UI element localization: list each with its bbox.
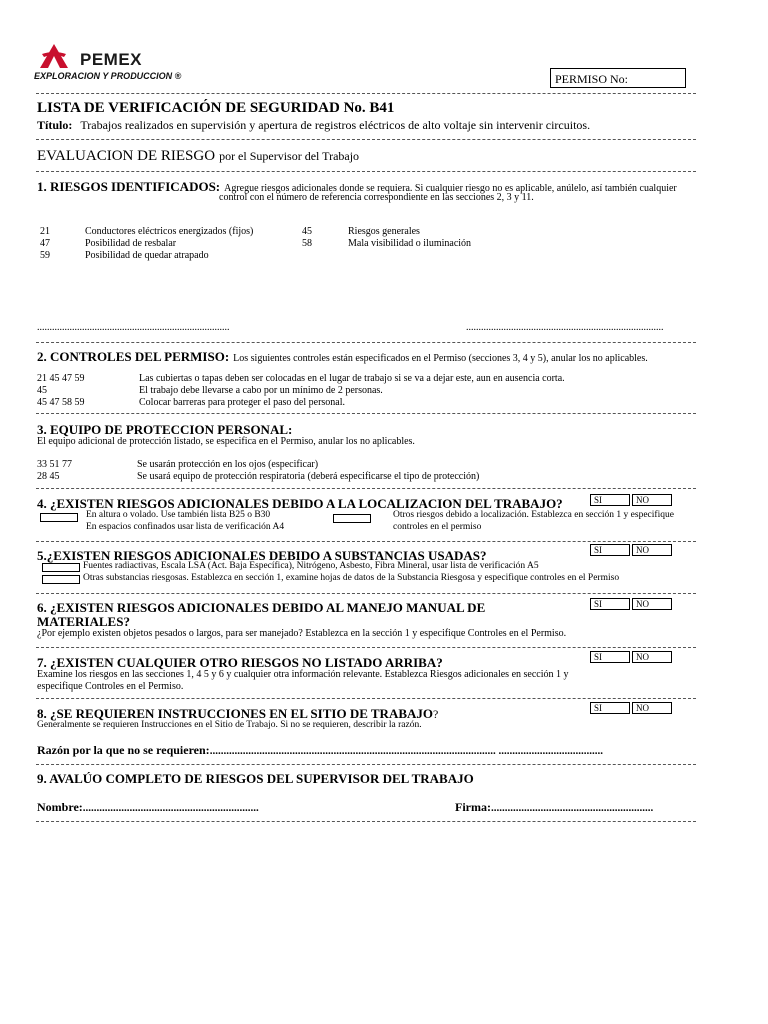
reason-row [37, 743, 603, 758]
divider [36, 488, 696, 489]
list-item: 45 Riesgos generales [302, 226, 420, 237]
signature-row [455, 800, 653, 815]
section5-option2-checkbox[interactable] [42, 575, 80, 584]
signature-label: Firma: [455, 800, 491, 814]
yes-checkbox[interactable]: SI [590, 598, 630, 610]
section8-heading: 8. ¿SE REQUIEREN INSTRUCCIONES EN EL SITIO DE TRABAJO [37, 706, 434, 721]
section2-heading: 2. CONTROLES DEL PERMISO: [37, 349, 230, 364]
yes-checkbox[interactable]: SI [590, 651, 630, 663]
section4-option1-text: En altura o volado. Use también lista B25 o B30 [86, 510, 271, 520]
section4-option2-checkbox[interactable] [333, 514, 371, 523]
section6-desc: ¿Por ejemplo existen objetos pesados o largos, para ser manejado? Establezca en la sección 1 y especifique Controles en el Permiso. [37, 628, 567, 639]
name-line[interactable]: ................................................................ [82, 802, 259, 814]
list-item: 21 45 47 59 Las cubiertas o tapas deben ser colocadas en el lugar de trabajo si se va a dejar este, aun en ausencia corta. [37, 373, 565, 384]
list-item: 58 Mala visibilidad o iluminación [302, 238, 472, 249]
section1-desc-2: control con el número de referencia correspondiente en las secciones 2, 3 y 11. [219, 192, 534, 203]
list-item: 59 Posibilidad de quedar atrapado [40, 250, 209, 261]
title-text: Trabajos realizados en supervisión y apertura de registros eléctricos de alto voltaje sin intervenir circuitos. [80, 118, 591, 132]
divider [36, 821, 696, 822]
divider [36, 139, 696, 140]
signature-line[interactable]: ........................................................... [490, 802, 654, 814]
section7-yes-no [590, 651, 672, 663]
section5-yes-no [590, 544, 672, 556]
section2-desc: Los siguientes controles están especificados en el Permiso (secciones 3, 4 y 5), anular los no aplicables. [233, 353, 648, 364]
divider [36, 413, 696, 414]
logo-subtitle: EXPLORACION Y PRODUCCION ® [34, 71, 182, 81]
section8-yes-no [590, 702, 672, 714]
reason-label: Razón por la que no se requieren: [37, 743, 210, 757]
divider [36, 593, 696, 594]
yes-checkbox[interactable]: SI [590, 702, 630, 714]
no-checkbox[interactable]: NO [632, 544, 672, 556]
section4-option1-text-2: En espacios confinados usar lista de verificación A4 [86, 522, 285, 532]
section1-right-list [302, 226, 471, 250]
section6-heading: 6. ¿EXISTEN RIESGOS ADICIONALES DEBIDO AL MANEJO MANUAL DE [37, 600, 486, 615]
section5-option2-text: Otras substancias riesgosas. Establezca en sección 1, examine hojas de datos de la Substancia Riesgosa y especifique controles en el Permiso [83, 573, 620, 583]
section5-option1-text: Fuentes radiactivas, Escala LSA (Act. Baja Específica), Nitrógeno, Asbesto, Fibra Mineral, usar lista de verificación A5 [83, 561, 539, 571]
name-row [37, 800, 259, 815]
evaluation-sub: por el Supervisor del Trabajo [219, 149, 360, 163]
no-checkbox[interactable]: NO [632, 651, 672, 663]
title-label: Título: [37, 118, 73, 132]
list-item: 47 Posibilidad de resbalar [40, 238, 177, 249]
yes-checkbox[interactable]: SI [590, 544, 630, 556]
section2-list [37, 373, 565, 409]
section4-option2-text: Otros riesgos debido a localización. Establezca en sección 1 y especifique [393, 510, 674, 520]
section1-desc: Agregue riesgos adicionales donde se requiera. Si cualquier riesgo no es aplicable, anúlelo, así también cualquier [224, 183, 677, 194]
divider [36, 698, 696, 699]
no-checkbox[interactable]: NO [632, 702, 672, 714]
list-item: 28 45 Se usará equipo de protección respiratoria (deberá especificarse el tipo de protección) [37, 471, 480, 482]
section1-heading: 1. RIESGOS IDENTIFICADOS: [37, 179, 221, 194]
pemex-logo [34, 42, 182, 82]
divider [36, 171, 696, 172]
permit-number-field[interactable] [550, 68, 686, 88]
list-item: 45 El trabajo debe llevarse a cabo por un mínimo de 2 personas. [37, 385, 383, 396]
section2-header [37, 348, 648, 366]
list-item: 45 47 58 59 Colocar barreras para proteger el paso del personal. [37, 397, 346, 408]
evaluation-heading [37, 147, 359, 165]
section3-list [37, 459, 479, 483]
permit-number-label: PERMISO No: [555, 72, 629, 86]
list-item: 33 51 77 Se usarán protección en los ojos (especificar) [37, 459, 319, 470]
section1-left-list [40, 226, 253, 262]
reason-line[interactable]: ........................................................................................................ ...................................... [209, 745, 603, 757]
pemex-eagle-icon [34, 42, 74, 72]
section8-desc: Generalmente se requieren Instrucciones en el Sitio de Trabajo. Si no se requieren, describir la razón. [37, 720, 422, 730]
section7-desc-2: especifique Controles en el Permiso. [37, 681, 184, 692]
list-item: 21 Conductores eléctricos energizados (fijos) [40, 226, 254, 237]
section6-heading-2: MATERIALES? [37, 614, 130, 629]
section4-yes-no [590, 494, 672, 506]
section4-heading: 4. ¿EXISTEN RIESGOS ADICIONALES DEBIDO A LA LOCALIZACION DEL TRABAJO? [37, 496, 563, 511]
divider [36, 647, 696, 648]
section6-yes-no [590, 598, 672, 610]
section8-question-mark: ? [433, 707, 439, 721]
divider [36, 342, 696, 343]
section5-heading: 5.¿EXISTEN RIESGOS ADICIONALES DEBIDO A SUBSTANCIAS USADAS? [37, 548, 487, 563]
fill-line-right[interactable]: ............................................................................... [466, 322, 664, 333]
title-row [37, 118, 590, 133]
divider [36, 93, 696, 94]
fill-line-left[interactable]: ............................................................................. [37, 322, 230, 333]
section4-option2-text-2: controles en el permiso [393, 522, 482, 532]
logo-name: PEMEX [80, 50, 143, 69]
section5-option1-checkbox[interactable] [42, 563, 80, 572]
evaluation-main: EVALUACION DE RIESGO [37, 148, 216, 164]
section4-option1-checkbox[interactable] [40, 513, 78, 522]
no-checkbox[interactable]: NO [632, 494, 672, 506]
section9-heading: 9. AVALÚO COMPLETO DE RIESGOS DEL SUPERVISOR DEL TRABAJO [37, 771, 474, 786]
yes-checkbox[interactable]: SI [590, 494, 630, 506]
section7-heading: 7. ¿EXISTEN CUALQUIER OTRO RIESGOS NO LISTADO ARRIBA? [37, 655, 443, 670]
section3-heading: 3. EQUIPO DE PROTECCION PERSONAL: [37, 422, 293, 437]
no-checkbox[interactable]: NO [632, 598, 672, 610]
name-label: Nombre: [37, 800, 83, 814]
divider [36, 764, 696, 765]
document-title: LISTA DE VERIFICACIÓN DE SEGURIDAD No. B41 [37, 100, 395, 116]
section7-desc: Examine los riesgos en las secciones 1, 4 5 y 6 y cualquier otra información relevante. Establezca Riesgos adicionales en sección 1 y [37, 669, 569, 680]
divider [36, 541, 696, 542]
section3-desc: El equipo adicional de protección listado, se especifica en el Permiso, anular los no aplicables. [37, 436, 415, 447]
